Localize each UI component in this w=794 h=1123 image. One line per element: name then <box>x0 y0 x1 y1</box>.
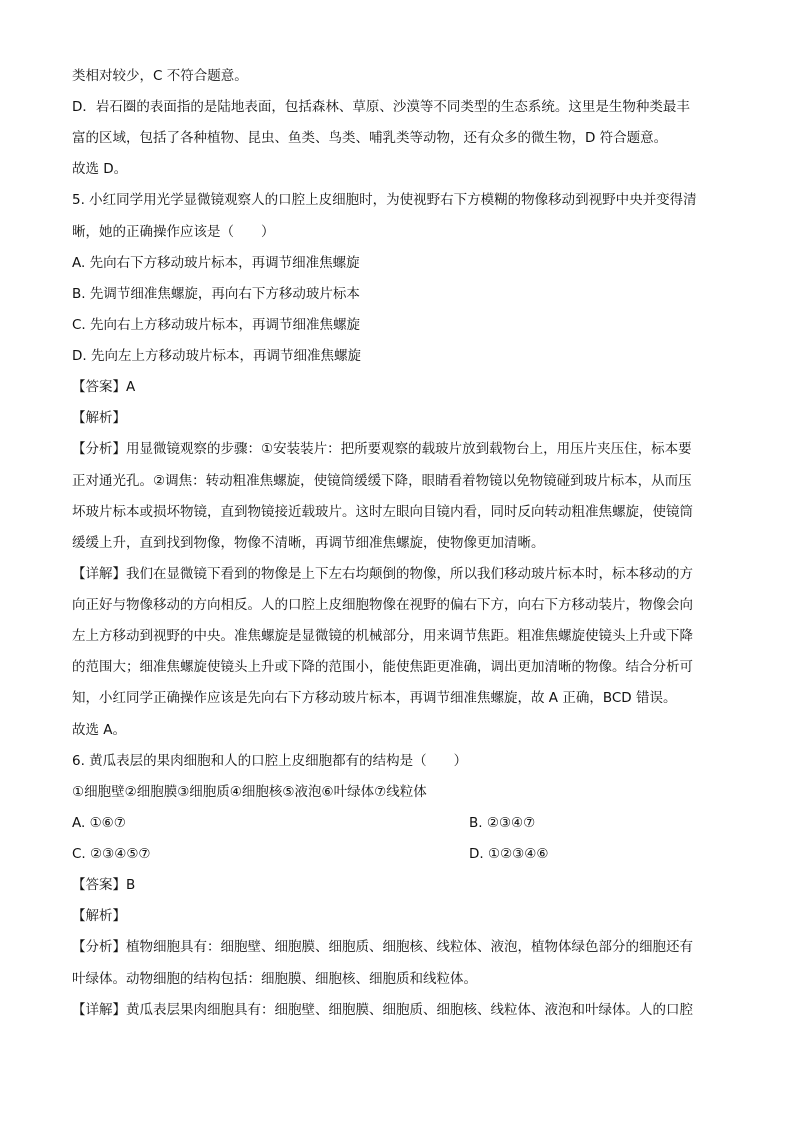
text-line: 类相对较少，C 不符合题意。 <box>72 68 248 84</box>
analysis-paragraph: 正对通光孔。②调焦：转动粗准焦螺旋，使镜筒缓缓下降，眼睛看着物镜以免物镜碰到玻片标本，从而压 <box>72 473 692 489</box>
analysis-paragraph: 【分析】植物细胞具有：细胞壁、细胞膜、细胞质、细胞核、线粒体、液泡，植物体绿色部分的细胞还有 <box>72 939 693 955</box>
question-6-options-row <box>72 844 732 864</box>
analysis-paragraph: 缓缓上升，直到找到物像，物像不清晰，再调节细准焦螺旋，使物像更加清晰。 <box>72 535 545 551</box>
question-6-options-row <box>72 813 732 833</box>
question-5-option-b: B. 先调节细准焦螺旋，再向右下方移动玻片标本 <box>72 286 360 302</box>
question-5-option-a: A. 先向右下方移动玻片标本，再调节细准焦螺旋 <box>72 255 360 271</box>
question-5-stem: 5. 小红同学用光学显微镜观察人的口腔上皮细胞时，为使视野右下方模糊的物像移动到视野中央并变得清 <box>72 192 697 208</box>
answer-label: 【答案】A <box>72 379 136 395</box>
detail-paragraph: 向正好与物像移动的方向相反。人的口腔上皮细胞物像在视野的偏右下方，向右下方移动装片，物像会向 <box>72 597 693 613</box>
detail-paragraph: 左上方移动到视野的中央。准焦螺旋是显微镜的机械部分，用来调节焦距。粗准焦螺旋使镜头上升或下降 <box>72 628 693 644</box>
question-6-stem: 6. 黄瓜表层的果肉细胞和人的口腔上皮细胞都有的结构是（ ） <box>72 753 468 769</box>
question-5-stem: 晰，她的正确操作应该是（ ） <box>72 224 275 240</box>
detail-paragraph: 知，小红同学正确操作应该是先向右下方移动玻片标本，再调节细准焦螺旋，故 A 正确，BCD 错误。 <box>72 690 677 706</box>
text-line: D．岩石圈的表面指的是陆地表面，包括森林、草原、沙漠等不同类型的生态系统。这里是生物种类最丰 <box>72 99 690 115</box>
text-line: 故选 A。 <box>72 722 127 738</box>
analysis-paragraph: 【分析】用显微镜观察的步骤：①安装装片：把所要观察的载玻片放到载物台上，用压片夹压住，标本要 <box>72 441 692 457</box>
analysis-paragraph: 坏玻片标本或损坏物镜，直到物镜接近载玻片。这时左眼向目镜内看，同时反向转动粗准焦螺旋，使镜筒 <box>72 504 693 520</box>
detail-paragraph: 的范围大；细准焦螺旋使镜头上升或下降的范围小，能使焦距更准确，调出更加清晰的物像。结合分析可 <box>72 659 693 675</box>
analysis-heading: 【解析】 <box>72 410 126 426</box>
answer-label: 【答案】B <box>72 877 136 893</box>
question-5-option-c: C. 先向右上方移动玻片标本，再调节细准焦螺旋 <box>72 317 361 333</box>
text-line: 故选 D。 <box>72 161 128 177</box>
question-6-structures: ①细胞壁②细胞膜③细胞质④细胞核⑤液泡⑥叶绿体⑦线粒体 <box>72 784 427 800</box>
analysis-paragraph: 叶绿体。动物细胞的结构包括：细胞膜、细胞核、细胞质和线粒体。 <box>72 971 477 987</box>
detail-paragraph: 【详解】黄瓜表层果肉细胞具有：细胞壁、细胞膜、细胞质、细胞核、线粒体、液泡和叶绿体。人的口腔 <box>72 1002 693 1018</box>
question-6-option-a: A. ①⑥⑦ <box>72 815 126 831</box>
text-line: 富的区域，包括了各种植物、昆虫、鱼类、鸟类、哺乳类等动物，还有众多的微生物，D 符合题意。 <box>72 130 668 146</box>
analysis-heading: 【解析】 <box>72 908 126 924</box>
question-6-option-d: D. ①②③④⑥ <box>469 846 549 862</box>
question-6-option-b: B. ②③④⑦ <box>469 815 536 831</box>
question-6-option-c: C. ②③④⑤⑦ <box>72 846 151 862</box>
detail-paragraph: 【详解】我们在显微镜下看到的物像是上下左右均颠倒的物像，所以我们移动玻片标本时，标本移动的方 <box>72 566 693 582</box>
question-5-option-d: D. 先向左上方移动玻片标本，再调节细准焦螺旋 <box>72 348 361 364</box>
